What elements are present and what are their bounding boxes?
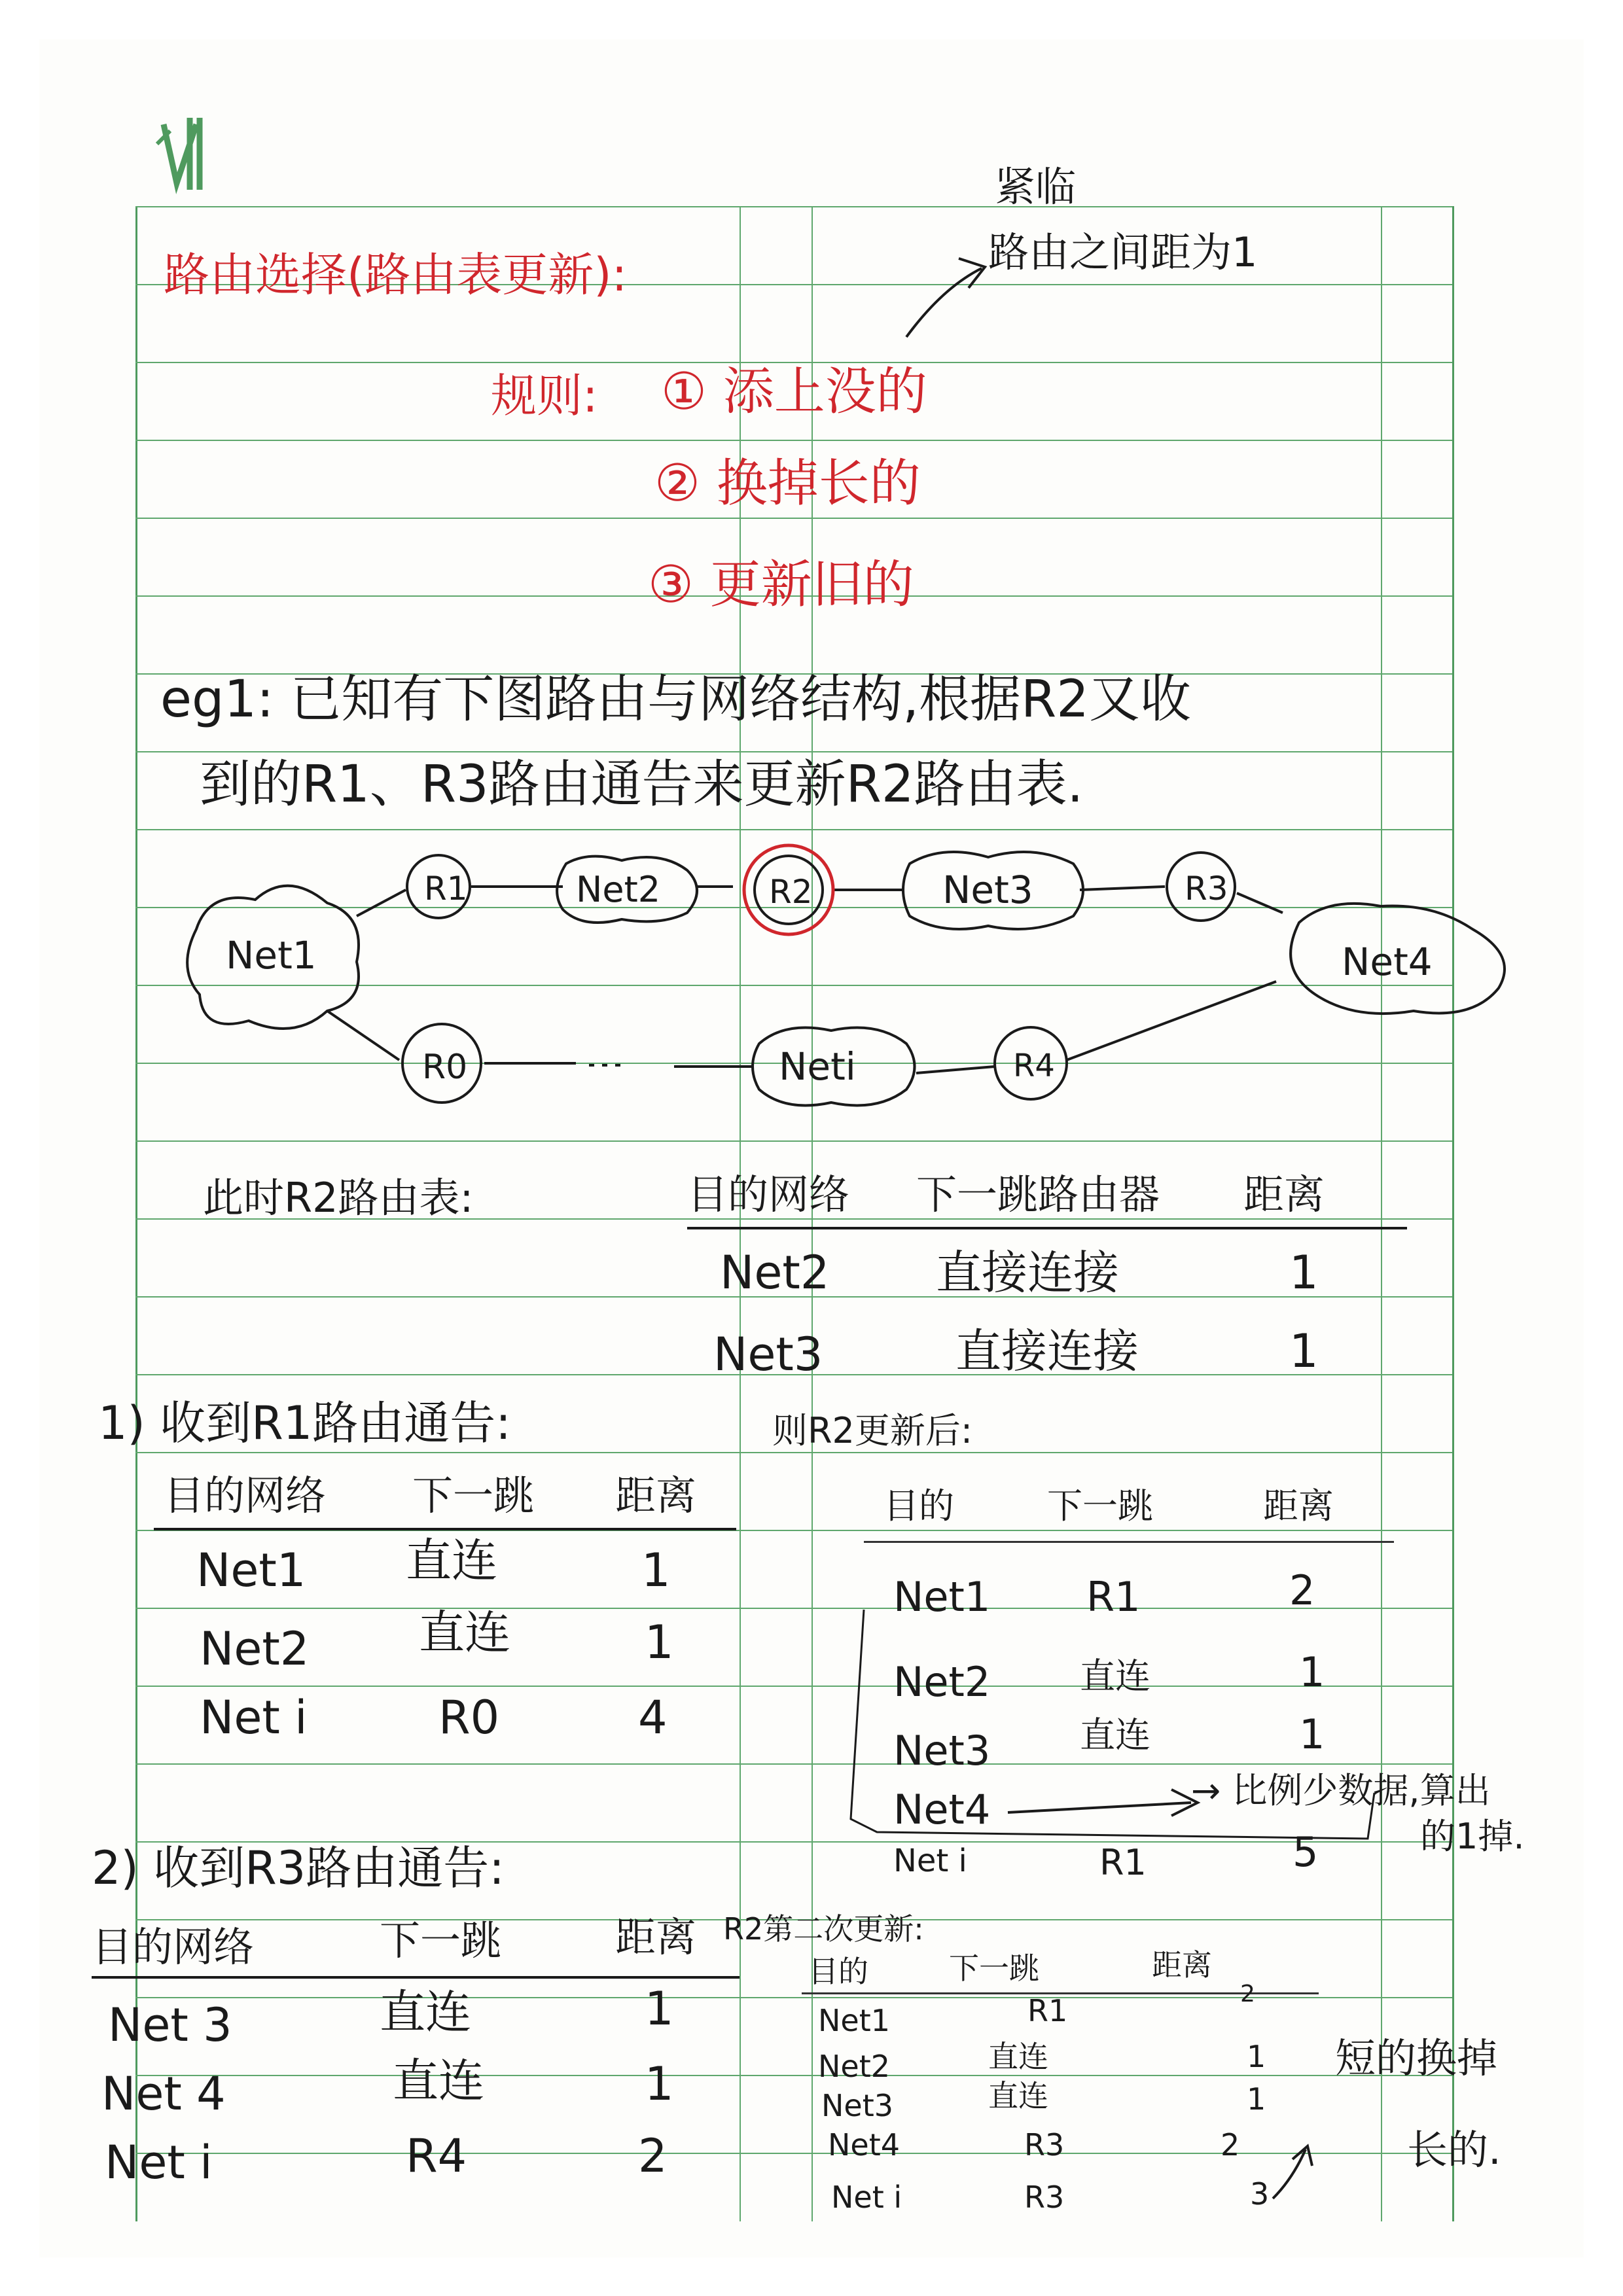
r2-update2-cell: 直连 — [988, 2078, 1048, 2113]
r2-table-cell: 1 — [1289, 1324, 1319, 1378]
r2-update2-cell: 1 — [1247, 2081, 1266, 2117]
r2-update1-cell: 1 — [1299, 1710, 1325, 1758]
r2-update2-cell: 2 — [1240, 1981, 1255, 2007]
node-net3: Net3 — [942, 868, 1033, 912]
r1-table-cell: 直连 — [406, 1534, 497, 1587]
r1-table-cell: 4 — [638, 1691, 668, 1744]
r2-update1-note-line1: → 比例少数据,算出 — [1191, 1770, 1491, 1811]
r2-table-cell: Net3 — [713, 1328, 823, 1381]
r2-update2-cell: 1 — [1247, 2039, 1266, 2074]
r2-update2-cell: 3 — [1250, 2176, 1270, 2212]
r2-update2-cell: 直连 — [988, 2039, 1048, 2074]
top-note-line1: 紧临 — [995, 163, 1077, 211]
r3-table-rule — [92, 1976, 740, 1979]
example-line2: 到的R1、R3路由通告来更新R2路由表. — [200, 755, 1084, 814]
r2-table-rule — [687, 1227, 1407, 1229]
r2-update1-caption: 则R2更新后: — [772, 1410, 973, 1451]
r2-update1-cell: R1 — [1099, 1842, 1147, 1883]
r2-update2-note-line1: 短的换掉 — [1335, 2034, 1498, 2082]
r2-update2-header-dist: 距离 — [1152, 1947, 1212, 1983]
node-r2: R2 — [769, 873, 813, 911]
r2-update1-cell: 直连 — [1080, 1714, 1150, 1756]
r1-table-cell: Net1 — [196, 1544, 306, 1597]
r1-table-cell: 直连 — [419, 1606, 510, 1659]
r2-update2-cell: Net4 — [828, 2127, 901, 2163]
node-r0: R0 — [422, 1048, 468, 1087]
r2-update1-note-line2: 的1掉. — [1420, 1816, 1525, 1857]
r1-table-header-next: 下一跳 — [412, 1472, 535, 1519]
r3-table-cell: 1 — [645, 1982, 674, 2036]
node-neti: Neti — [779, 1044, 856, 1089]
r2-update1-rule — [864, 1541, 1394, 1543]
r3-table-header-dist: 距离 — [615, 1913, 697, 1961]
node-r3: R3 — [1185, 870, 1228, 908]
r1-table-cell: 1 — [641, 1544, 671, 1597]
r2-update1-cell: Net i — [893, 1843, 967, 1879]
steps-label: 规则: — [491, 369, 598, 423]
r2-table-cell: 直接连接 — [936, 1246, 1119, 1299]
r3-table-caption: 2) 收到R3路由通告: — [92, 1841, 505, 1895]
r2-update1-header-next: 下一跳 — [1047, 1485, 1153, 1527]
r3-table-cell: Net 3 — [108, 1998, 232, 2052]
r1-table-cell: 1 — [645, 1616, 674, 1669]
r3-table-cell: Net 4 — [101, 2067, 226, 2121]
r1-table-rule — [154, 1528, 736, 1530]
r1-table-header-dest: 目的网络 — [164, 1472, 327, 1519]
r2-update1-header-dest: 目的 — [883, 1485, 954, 1527]
r2-update1-cell: Net1 — [893, 1573, 991, 1621]
node-net1: Net1 — [226, 933, 317, 978]
r3-table-header-dest: 目的网络 — [92, 1923, 255, 1971]
step-3: ③ 更新旧的 — [648, 556, 914, 614]
r3-table-cell: 直连 — [393, 2054, 484, 2108]
r2-update2-note-line2: 长的. — [1407, 2126, 1501, 2174]
r2-update2-cell: Net i — [831, 2180, 902, 2215]
r2-update2-cell: Net2 — [818, 2049, 891, 2084]
page-title: 路由选择(路由表更新): — [164, 248, 628, 302]
r1-table-cell: Net2 — [200, 1622, 310, 1676]
r2-update2-cell: R3 — [1024, 2127, 1065, 2163]
r3-table-cell: Net i — [105, 2136, 213, 2189]
r2-table-header-dist: 距离 — [1243, 1171, 1325, 1218]
step-1: ① 添上没的 — [661, 362, 927, 421]
node-net2: Net2 — [576, 869, 661, 910]
r2-update1-cell: Net2 — [893, 1658, 991, 1706]
r3-table-cell: R4 — [406, 2129, 467, 2183]
r2-update1-cell: 1 — [1299, 1648, 1325, 1696]
node-r4: R4 — [1013, 1048, 1055, 1084]
r2-table-cell: 1 — [1289, 1246, 1319, 1299]
r3-table-cell: 1 — [645, 2057, 674, 2111]
r1-table-header-dist: 距离 — [615, 1472, 697, 1519]
r2-update1-cell: 5 — [1293, 1828, 1319, 1876]
r2-update2-cell: Net1 — [818, 2003, 891, 2038]
r3-table-cell: 直连 — [380, 1985, 471, 2039]
r2-update1-cell: R1 — [1086, 1573, 1141, 1621]
r2-update1-cell: 直连 — [1080, 1655, 1150, 1697]
r2-update1-cell: Net4 — [893, 1786, 991, 1833]
top-note-line2: 路由之间距为1 — [988, 228, 1258, 276]
node-net4: Net4 — [1342, 940, 1433, 984]
r2-update2-cell: R1 — [1027, 1993, 1068, 2028]
r2-update1-cell: Net3 — [893, 1727, 991, 1775]
r2-table-header-next: 下一跳路由器 — [916, 1171, 1160, 1218]
node-r1: R1 — [424, 870, 468, 908]
r2-update2-cell: R3 — [1024, 2180, 1065, 2215]
example-line1: eg1: 已知有下图路由与网络结构,根据R2又收 — [160, 670, 1191, 729]
r2-table-header-dest: 目的网络 — [687, 1171, 850, 1218]
r2-table-caption: 此时R2路由表: — [203, 1174, 474, 1222]
r3-table-cell: 2 — [638, 2129, 668, 2183]
r2-update2-header-dest: 目的 — [808, 1954, 868, 1989]
r2-table-cell: 直接连接 — [955, 1324, 1139, 1378]
r2-update1-header-dist: 距离 — [1263, 1485, 1334, 1527]
r2-update2-cell: Net3 — [821, 2088, 894, 2123]
r2-update2-caption: R2第二次更新: — [723, 1911, 924, 1947]
r2-table-cell: Net2 — [720, 1246, 830, 1299]
r1-table-caption: 1) 收到R1路由通告: — [98, 1396, 511, 1450]
r2-update2-header-next: 下一跳 — [949, 1951, 1039, 1986]
r1-table-cell: Net i — [200, 1691, 308, 1744]
step-2: ② 换掉长的 — [654, 454, 921, 513]
r3-table-header-next: 下一跳 — [380, 1916, 502, 1964]
r1-table-cell: R0 — [438, 1691, 500, 1744]
r2-update1-cell: 2 — [1289, 1566, 1315, 1614]
r2-update2-cell: 2 — [1221, 2127, 1240, 2163]
